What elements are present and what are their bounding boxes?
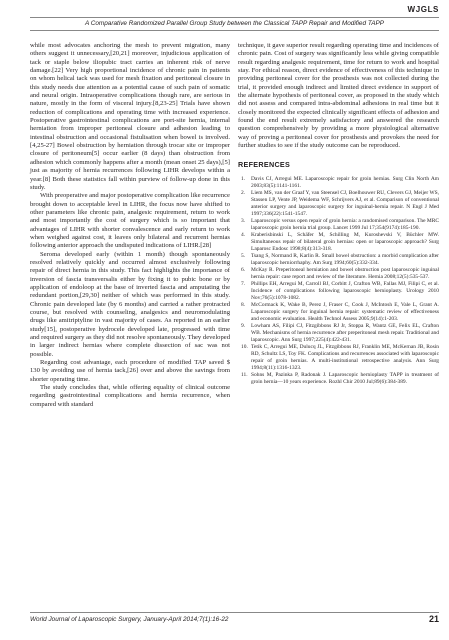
reference-item	[238, 267, 439, 281]
page-number: 21	[428, 614, 439, 624]
reference-text: Kraberisbinski L, Schäfer M, Schilling M, Kuroshevski V, Büchler MW. Simultaneous repair of bilateral groin hernias: open or laparoscopic approach? Surg Laparosc Endosc 1998;8(4):313-318.	[251, 231, 439, 252]
reference-item	[238, 190, 439, 218]
body-paragraph: The study concludes that, while offering equality of clinical outcome regarding gastrointestinal complications and hernia recurrence, when compared with standard	[30, 384, 230, 408]
reference-item	[238, 344, 439, 372]
reference-text: Tetik C, Arregui ME, Dulucq JL, Fitzgibbons RJ, Franklin ME, McKernan JB, Rosin RD, Schultz LS, Toy FK. Complications and recurrences associated with laparoscopic repair of groin hernias. A multi-institutional retrospective analysis. Ann Surg 1994;8(11):1316-1323.	[251, 343, 439, 371]
reference-number: 6.	[241, 266, 246, 273]
body-paragraph: Seroma developed early (within 1 month) though spontaneously resolved relatively quickly and occurred almost exclusively following repair of direct hernia in this study. This fact highlights the importance of inversion of fascia transversalis either by fixing it to pubic bone or by application of endoloop at the base of inverted fascia and amputating the redundant portion,[29,30] neither of which was performed in this study. Chronic pain developed late (by 6 months) and carried a rather protracted course, but resolved with counseling, analgesics and neuromodulating drugs like amitriptyline in vast majority of cases. As reported in an earlier study[15], postoperative hydrocele developed late, progressed with time and required surgery as they did not resolve spontaneously. They developed in larger indirect hernias where complete dissection of sac was not possible.	[30, 250, 230, 358]
reference-number: 5.	[241, 252, 246, 259]
reference-item	[238, 302, 439, 323]
reference-item	[238, 218, 439, 232]
reference-item	[238, 281, 439, 302]
reference-number: 10.	[241, 343, 248, 350]
running-title: A Comparative Randomized Parallel Group Study between the Classical TAPP Repair and Modified TAPP	[84, 20, 385, 27]
reference-item	[238, 253, 439, 267]
reference-number: 1.	[241, 175, 246, 182]
reference-text: Tsang S, Normand R, Karlin R. Small bowel obstruction: a morbid complication after laparoscopic herniorrhaphy. Am Surg 1994;60(5):332-334.	[251, 252, 439, 266]
reference-item	[238, 176, 439, 190]
reference-text: Phillips EH, Arregui M, Carroll BJ, Corbitt J, Crafton WB, Fallas MJ, Filipi C, et al. Incidence of complications following laparoscopic hernioplasty. Urology 2010 Nov;76(5):1078-1082.	[251, 280, 439, 301]
reference-number: 4.	[241, 231, 246, 238]
body-paragraph: Regarding cost advantage, each procedure of modified TAP saved $ 130 by avoiding use of hernia tack,[26] over and above the savings from shorter operating time.	[30, 359, 230, 383]
footer-rule	[30, 612, 439, 613]
reference-text: Liem MS, van der Graaf Y, van Steensel CJ, Boelhouwer RU, Clevers GJ, Meijer WS, Stassen LP, Vente JP, Weidema WF, Schrijvers AJ, et al. Comparison of conventional anterior surgery and laparoscopic surgery for inguinal-hernia repair. N Engl J Med 1997;336(22):1541-1547.	[251, 189, 439, 217]
body-paragraph: technique, it gave superior result regarding operating time and incidences of chronic pain. Cost of surgery was significantly less while giving compatible result regarding analgesic requirement, time for return to work and hospital stay. For ethical reason, direct evidence of effectiveness of this technique in providing peritoneal cover for the prosthesis was not collected during the trial, it provided enough indirect and limited direct evidence in support of the alternate hypothesis of peritoneal cover, as proposed in the study which did not assess and compared intra-abdominal adhesions in real time but it closely monitored the expected clinically significant effects of adhesion and found the end result extremely satisfactory and answered the research question comprehensively by providing a more physiological alternative way of proving a peritoneal cover for prosthesis and provokes the need for further studies to see if the study outcome can be reproduced.	[238, 42, 439, 150]
reference-number: 8.	[241, 301, 246, 308]
reference-text: Sohns M, Pazinka P, Radonak J. Laparoscopic hernioplasty TAPP in treatment of groin hernia—10 years experience. Rozhl Chir 2010 Jul;89(6):384-389.	[251, 371, 439, 385]
references-heading: REFERENCES	[238, 160, 291, 170]
right-column	[238, 42, 439, 386]
reference-text: McCormack K, Wake B, Perez J, Fraser C, Cook J, McIntosh E, Vale L, Grant A. Laparoscopic surgery for inguinal hernia repair: systematic review of effectiveness and economic evaluation. Health Technol Assess 2005;9(14):1-203.	[251, 301, 439, 322]
reference-item	[238, 323, 439, 344]
reference-number: 9.	[241, 322, 246, 329]
journal-issue: World Journal of Laparoscopic Surgery, January-April 2014;7(1):16-22	[30, 616, 229, 623]
journal-abbrev: WJGLS	[407, 5, 439, 14]
reference-number: 3.	[241, 217, 246, 224]
body-paragraph: while most advocates anchoring the mesh to prevent migration, many others suggest it unnecessary,[20,21] moreover, injudicious application of tack or staple below iliopubic tract carries an inherent risk of nerve damage.[22] Very high proportional incidence of chronic pain in patients on whom helical tack was used for mesh fixation and peritoneal closure in this study needs due attention as a potential cause of such pain of somatic and neural origin. Intraoperative complications though rare, are serious in nature, mostly in the form of visceral injury.[8,23-25] Trials have shown reduction of complications and operating time with increased experience. Postoperative gastrointestinal complications are port-site hernia, internal herniation from improper peritoneal closure and adhesion leading to intestinal obstruction and occasional fistulisation when bowel is involved.[4,25-27] Bowel obstruction by herniation through trocar site or improper closure of peritoneum[5] occur earlier (8 days) than obstruction from adhesion which commonly happens after a month (mean onset 25 days),[5] just as majority of hernia recurrences following LIHR develops within a year.[8] Both these statistics fall within purview of follow-up done in this study.	[30, 42, 230, 191]
reference-text: McKay R. Preperitoneal herniation and bowel obstruction post laparoscopic inguinal hernia repair: case report and review of the literature. Hernia 2008;12(5):535-537.	[251, 266, 439, 280]
title-rule	[30, 30, 439, 31]
body-paragraph: With preoperative and major postoperative complication like recurrence brought down to acceptable level in LIHR, the focus now have shifted to other parameters like chronic pain, analgesic requirement, return to work and most importantly the cost of surgery which is so important that advantages of LIHR with shorter convalescence and early return to work when weighed against cost, it leaves only bilateral and recurrent hernias following anterior approach the undisputed indications of LIHR.[28]	[30, 192, 230, 250]
reference-text: Davis CJ, Arregui ME. Laparoscopic repair for groin hernias. Surg Clin North Am 2003;83(5):1141-1161.	[251, 175, 439, 189]
reference-number: 7.	[241, 280, 246, 287]
reference-item	[238, 372, 439, 386]
reference-list	[238, 176, 439, 386]
left-column	[30, 42, 230, 409]
reference-text: Lowham AS, Filipi CJ, Fitzgibbons RJ Jr, Stoppa R, Wantz GE, Felix EL, Crafton WB. Mechanisms of hernia recurrence after preperitoneal mesh repair. Traditional and laparoscopic. Ann Surg 1997;225(4):422-431.	[251, 322, 439, 343]
reference-text: Laparoscopic versus open repair of groin hernia: a randomised comparison. The MRC laparoscopic groin hernia trial group. Lancet 1999 Jul 17;354(9174):185-190.	[251, 217, 439, 231]
reference-number: 2.	[241, 189, 246, 196]
reference-number: 11.	[241, 371, 248, 378]
header-rule	[30, 17, 439, 18]
reference-item	[238, 232, 439, 253]
